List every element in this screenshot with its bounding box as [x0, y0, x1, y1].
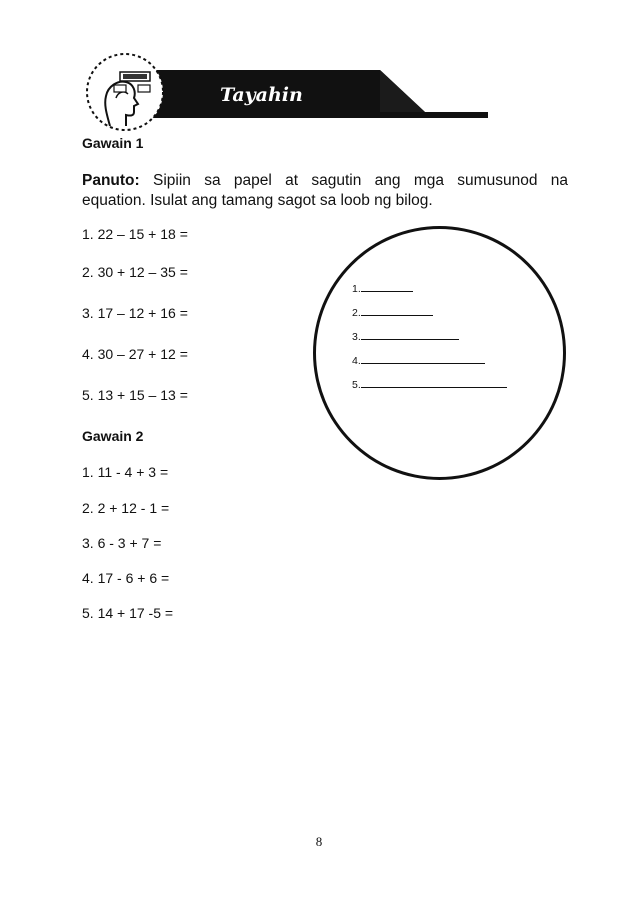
- page-number: 8: [315, 834, 323, 849]
- instruction-label: Panuto:: [82, 172, 140, 189]
- gawain2-item-5: 5. 14 + 17 -5 =: [82, 605, 174, 621]
- gawain2-item-3: 3. 6 - 3 + 7 =: [82, 535, 162, 551]
- banner-title: Tayahin: [220, 84, 303, 106]
- answer-blank-number: 5.: [352, 379, 361, 391]
- instruction-line1: [82, 171, 568, 190]
- instruction-line2: equation. Isulat ang tamang sagot sa loob ng bilog.: [82, 192, 433, 209]
- answer-blank-2: [352, 305, 433, 320]
- gawain1-item-5: 5. 13 + 15 – 13 =: [82, 387, 188, 403]
- gawain1-item-2: 2. 30 + 12 – 35 =: [82, 264, 188, 280]
- answer-blank-number: 4.: [352, 355, 361, 367]
- banner-shape: [142, 70, 488, 118]
- gawain1-item-3: 3. 17 – 12 + 16 =: [82, 305, 188, 321]
- gawain1-item-4: 4. 30 – 27 + 12 =: [82, 346, 188, 362]
- answer-blank-number: 3.: [352, 331, 361, 343]
- banner-fold: [380, 70, 425, 112]
- answer-blank-5: [352, 377, 507, 392]
- gawain1-item-1: 1. 22 – 15 + 18 =: [82, 226, 188, 242]
- answer-blank-number: 1.: [352, 283, 361, 295]
- answer-blank-3: [352, 329, 459, 344]
- answer-blank-1: [352, 281, 413, 296]
- instruction-text1: Sipiin sa papel at sagutin ang mga sumusunod na: [153, 172, 568, 189]
- gawain2-item-2: 2. 2 + 12 - 1 =: [82, 500, 170, 516]
- gawain2-item-4: 4. 17 - 6 + 6 =: [82, 570, 170, 586]
- answer-blank-number: 2.: [352, 307, 361, 319]
- gawain2-item-1: 1. 11 - 4 + 3 =: [82, 464, 169, 480]
- tayahin-banner: [80, 52, 500, 142]
- gawain2-heading: Gawain 2: [82, 428, 144, 444]
- gawain1-heading: Gawain 1: [82, 135, 144, 151]
- answer-blank-4: [352, 353, 485, 368]
